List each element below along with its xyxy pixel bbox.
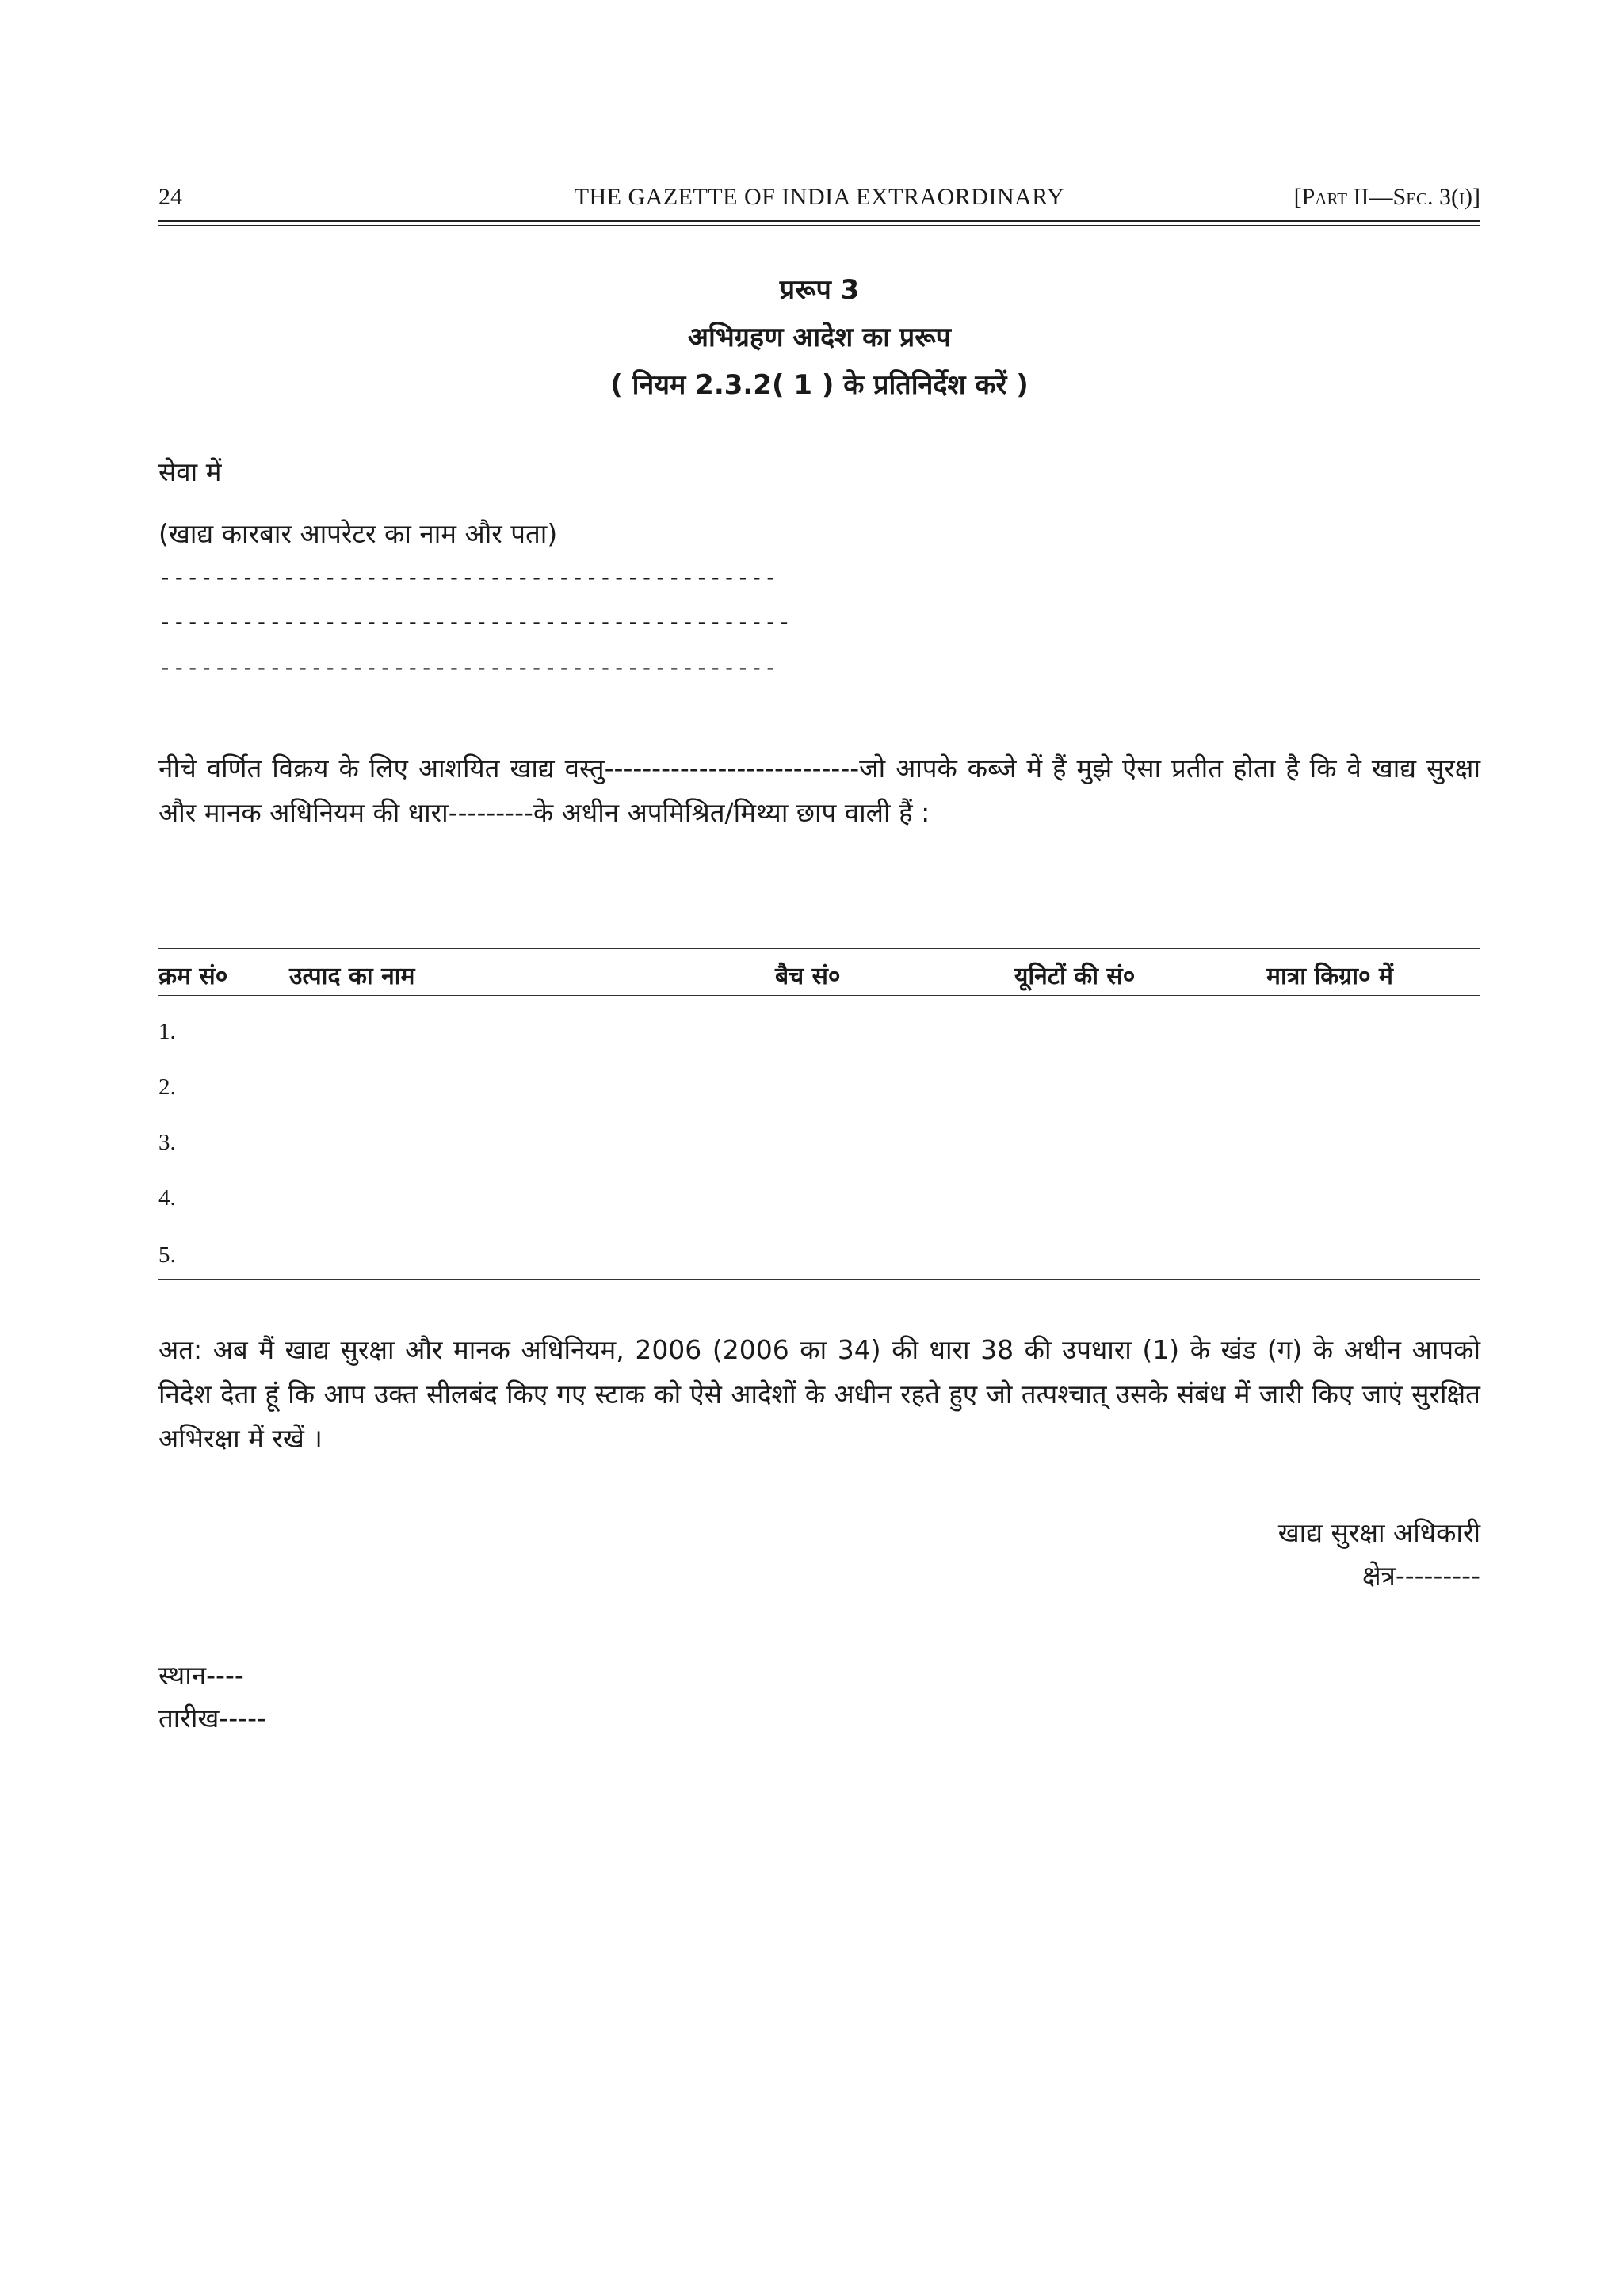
- officer-area: क्षेत्र---------: [1361, 1560, 1480, 1591]
- column-header-batch: बैच सं०: [775, 963, 841, 990]
- table-row: 3.: [158, 1130, 176, 1155]
- page-number: 24: [158, 184, 182, 210]
- date-field: तारीख-----: [158, 1703, 266, 1733]
- form-number: प्ररूप 3: [779, 274, 860, 306]
- place-date-block: [158, 1654, 266, 1740]
- column-header-serial: क्रम सं०: [158, 963, 228, 990]
- form-rule-reference: ( नियम 2.3.2( 1 ) के प्रतिनिर्देश करें ): [610, 369, 1029, 401]
- table-row: 5.: [158, 1242, 176, 1268]
- officer-designation: खाद्य सुरक्षा अधिकारी: [1277, 1517, 1480, 1548]
- address-blank-line-1: ---------------------------------------------: [158, 564, 778, 590]
- table-row: 4.: [158, 1185, 176, 1211]
- salutation: सेवा में: [158, 456, 222, 487]
- form-name: अभिग्रहण आदेश का प्ररूप: [688, 322, 951, 353]
- address-blank-line-2: ----------------------------------------------: [158, 608, 792, 635]
- gazette-section: [Part II—Sec. 3(i)]: [1293, 184, 1480, 210]
- table-row: 1.: [158, 1019, 176, 1044]
- header-rule-bottom: [158, 225, 1480, 226]
- order-paragraph: अत: अब मैं खाद्य सुरक्षा और मानक अधिनियम, 2006 (2006 का 34) की धारा 38 की उपधारा (1) के खंड (ग) के अधीन आपको निदेश देता हूं कि आप उक्त सीलबंद किए गए स्टाक को ऐसे आदेशों के अधीन रहते हुए जो तत्पश्चात् उसके संबंध में जारी किए जाएं सुरक्षित अभिरक्षा में रखें ।: [158, 1334, 1480, 1454]
- gazette-title: THE GAZETTE OF INDIA EXTRAORDINARY: [574, 184, 1065, 210]
- intro-paragraph: नीचे वर्णित विक्रय के लिए आशयित खाद्य वस्तु---------------------------जो आपके कब्जे में हैं मुझे ऐसा प्रतीत होता है कि वे खाद्य सुरक्षा और मानक अधिनियम की धारा---------के अधीन अपमिश्रित/मिथ्या छाप वाली हैं :: [158, 753, 1480, 828]
- address-blank-line-3: ---------------------------------------------: [158, 654, 778, 681]
- form-heading: [158, 266, 1480, 409]
- table-top-rule: [158, 948, 1480, 949]
- place-field: स्थान----: [158, 1660, 244, 1691]
- gazette-running-header: [158, 184, 1480, 219]
- column-header-quantity: मात्रा किग्रा० में: [1266, 963, 1393, 990]
- table-row: 2.: [158, 1074, 176, 1100]
- column-header-product: उत्पाद का नाम: [289, 963, 415, 990]
- header-rule-top: [158, 220, 1480, 222]
- column-header-units: यूनिटों की सं०: [1014, 963, 1136, 990]
- table-bottom-rule: [158, 1279, 1480, 1280]
- gazette-page: [158, 0, 1480, 2296]
- table-header-rule: [158, 995, 1480, 996]
- signature-block: [1278, 1512, 1480, 1597]
- operator-name-label: (खाद्य कारबार आपरेटर का नाम और पता): [158, 518, 558, 549]
